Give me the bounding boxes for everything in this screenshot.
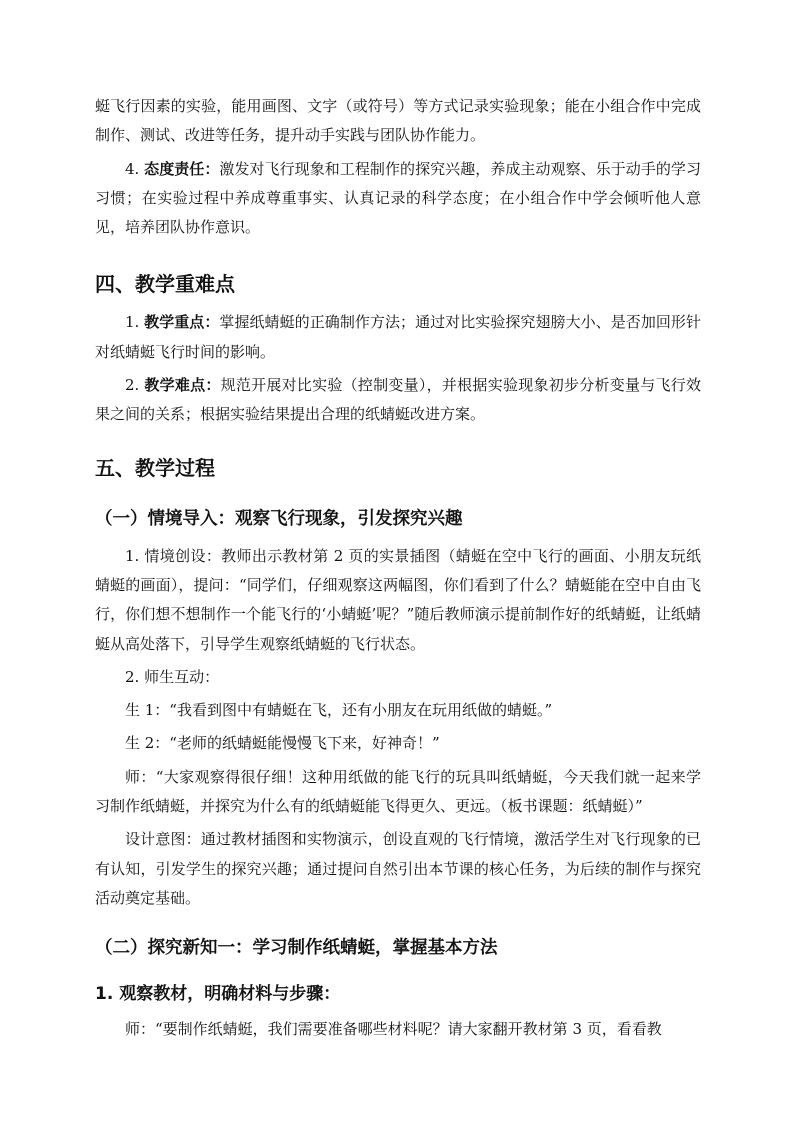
part1-paragraph-6: 设计意图：通过教材插图和实物演示，创设直观的飞行情境，激活学生对飞行现象的已有认知，引发学生的探究兴趣；通过提问自然引出本节课的核心任务，为后续的制作与探究活动奠定基础。 — [95, 830, 701, 907]
section5-heading: 五、教学过程 — [95, 455, 215, 480]
section4-heading: 四、教学重难点 — [95, 272, 235, 297]
part2-paragraph-1: 师：“要制作纸蜻蜓，我们需要准备哪些材料呢？请大家翻开教材第 3 页，看看教 — [125, 1020, 662, 1039]
part1-paragraph-1: 1. 情境创设：教师出示教材第 2 页的实景插图（蜻蜓在空中飞行的画面、小朋友玩纸蜻蜓的画面），提问：“同学们，仔细观察这两幅图，你们看到了什么？蜻蜓能在空中自由飞行，你们想不想制作一个能飞行的‘小蜻蜓’呢？”随后教师演示提前制作好的纸蜻蜓，让纸蜻蜓从高处落下，引导学生观察纸蜻蜓的飞行状态。 — [95, 546, 701, 653]
part1-paragraph-3: 生 1：“我看到图中有蜻蜓在飞，还有小朋友在玩用纸做的蜻蜓。” — [125, 701, 553, 720]
part1-heading: （一）情境导入：观察飞行现象，引发探究兴趣 — [95, 508, 463, 529]
difficult-point-label: 教学难点： — [144, 376, 221, 395]
part1-paragraph-5: 师：“大家观察得很仔细！这种用纸做的能飞行的玩具叫纸蜻蜓，今天我们就一起来学习制作纸蜻蜓，并探究为什么有的纸蜻蜓能飞得更久、更远。（板书课题：纸蜻蜓）” — [95, 767, 701, 816]
attitude-text: 激发对飞行现象和工程制作的探究兴趣，养成主动观察、乐于动手的学习习惯；在实验过程中养成尊重事实、认真记录的科学态度；在小组合作中学会倾听他人意见，培养团队协作意识。 — [95, 159, 701, 237]
attitude-paragraph — [95, 155, 701, 243]
attitude-label: 态度责任： — [144, 159, 220, 178]
intro-paragraph: 蜓飞行因素的实验，能用画图、文字（或符号）等方式记录实验现象；能在小组合作中完成制作、测试、改进等任务，提升动手实践与团队协作能力。 — [95, 97, 701, 145]
difficult-point-paragraph — [95, 371, 701, 430]
key-point-paragraph — [95, 308, 701, 367]
difficult-point-prefix: 2. — [125, 376, 145, 395]
attitude-prefix: 4. — [125, 159, 145, 178]
document-page — [95, 92, 701, 1045]
part1-paragraph-2: 2. 师生互动： — [125, 667, 220, 686]
part1-paragraph-4: 生 2：“老师的纸蜻蜓能慢慢飞下来，好神奇！” — [125, 734, 440, 753]
key-point-prefix: 1. — [125, 313, 145, 332]
part2-heading: （二）探究新知一：学习制作纸蜻蜓，掌握基本方法 — [95, 938, 498, 959]
part2-subheading: 1. 观察教材，明确材料与步骤： — [95, 984, 341, 1005]
difficult-point-text: 规范开展对比实验（控制变量），并根据实验现象初步分析变量与飞行效果之间的关系；根据实验结果提出合理的纸蜻蜓改进方案。 — [95, 376, 701, 424]
key-point-text: 掌握纸蜻蜓的正确制作方法；通过对比实验探究翅膀大小、是否加回形针对纸蜻蜓飞行时间的影响。 — [95, 313, 701, 361]
key-point-label: 教学重点： — [144, 313, 220, 332]
